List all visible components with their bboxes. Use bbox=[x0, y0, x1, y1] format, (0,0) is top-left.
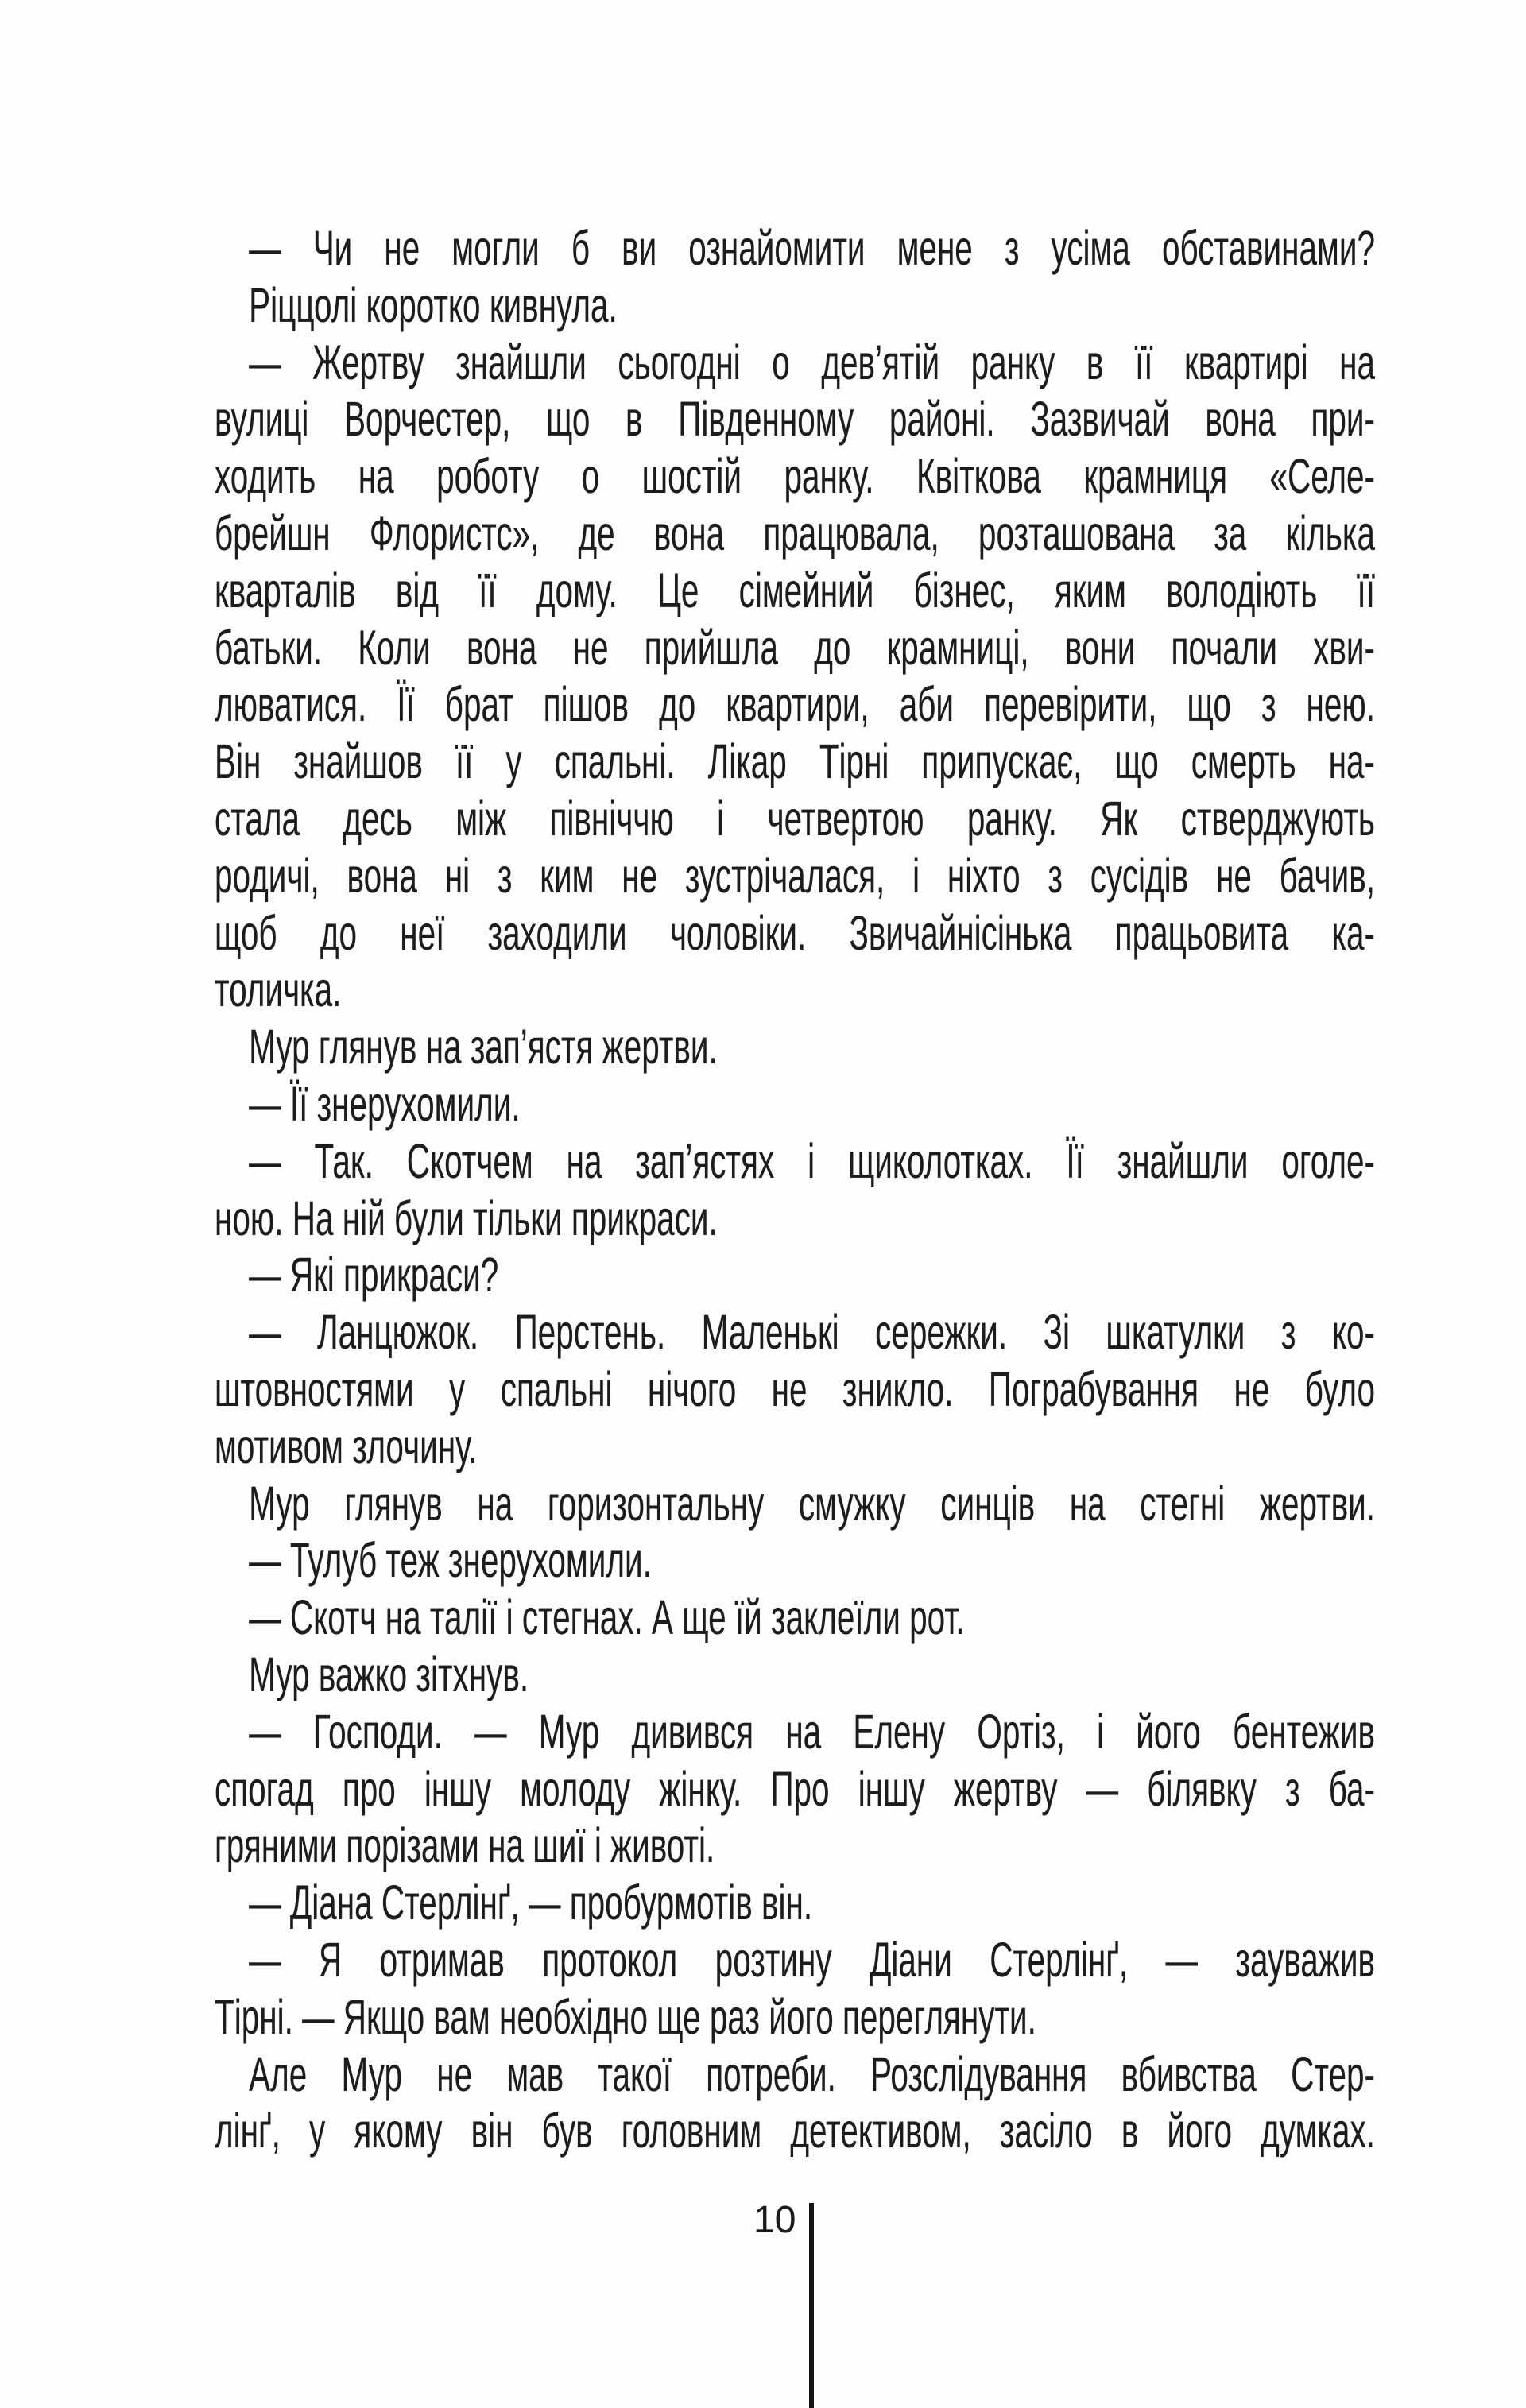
text-line: — Скотч на талії і стегнах. А ще їй заклеїли рот. bbox=[249, 1590, 965, 1645]
text-line: кварталів від її дому. Це сімейний бізнес, яким володіють її bbox=[215, 563, 1376, 617]
text-line: — Господи. — Мур дивився на Елену Ортіз, і його бентежив bbox=[249, 1704, 1376, 1759]
text-line: батьки. Коли вона не прийшла до крамниці, вони почали хви- bbox=[215, 620, 1376, 675]
text-line: — Які прикраси? bbox=[249, 1248, 499, 1303]
text-line: мотивом злочину. bbox=[215, 1419, 478, 1473]
text-line: брейшн Флористс», де вона працювала, розташована за кілька bbox=[215, 505, 1376, 560]
text-line: — Діана Стерлінґ, — пробурмотів він. bbox=[249, 1876, 813, 1930]
text-line: толичка. bbox=[215, 962, 342, 1017]
vertical-divider-line bbox=[809, 2203, 814, 2408]
text-line: — Ланцюжок. Перстень. Маленькі сережки. Зі шкатулки з ко- bbox=[249, 1305, 1376, 1360]
text-line: спогад про іншу молоду жінку. Про іншу жертву — білявку з ба- bbox=[215, 1761, 1376, 1816]
text-block bbox=[215, 220, 1375, 2160]
text-line: Тірні. — Якщо вам необхідно ще раз його переглянути. bbox=[215, 1989, 1036, 2044]
text-line: — Чи не могли б ви ознайомити мене з усіма обставинами? bbox=[249, 221, 1376, 275]
text-line: Ріццолі коротко кивнула. bbox=[249, 277, 618, 332]
text-line: — Жертву знайшли сьогодні о дев’ятій ранку в її квартирі на bbox=[249, 335, 1376, 389]
text-line: — Тулуб теж знерухомили. bbox=[249, 1533, 652, 1588]
text-line: Але Мур не мав такої потреби. Розслідування вбивства Стер- bbox=[249, 2046, 1376, 2101]
text-line: лінґ, у якому він був головним детективом, засіло в його думках. bbox=[215, 2104, 1376, 2158]
text-line: ходить на роботу о шостій ранку. Квіткова крамниця «Селе- bbox=[215, 449, 1376, 504]
page-number: 10 bbox=[753, 2199, 796, 2241]
text-line: гряними порізами на шиї і животі. bbox=[215, 1818, 715, 1873]
text-line: Мур глянув на зап’ястя жертви. bbox=[249, 1020, 718, 1074]
text-line: люватися. Її брат пішов до квартири, аби перевірити, що з нею. bbox=[215, 677, 1376, 732]
text-line: Мур важко зітхнув. bbox=[249, 1647, 529, 1701]
text-line: — Так. Скотчем на зап’ястях і щиколотках. Її знайшли оголе- bbox=[249, 1133, 1376, 1188]
text-line: штовностями у спальні нічого не зникло. Пограбування не було bbox=[215, 1361, 1376, 1416]
text-line: Мур глянув на горизонтальну смужку синців на стегні жертви. bbox=[249, 1476, 1376, 1531]
text-line: стала десь між північчю і четвертою ранку. Як стверджують bbox=[215, 791, 1376, 846]
text-line: вулиці Ворчестер, що в Південному районі. Зазвичай вона при- bbox=[215, 392, 1376, 447]
text-line: родичі, вона ні з ким не зустрічалася, і ніхто з сусідів не бачив, bbox=[215, 848, 1376, 903]
text-line: — Я отримав протокол розтину Діани Стерлінґ, — зауважив bbox=[249, 1932, 1376, 1987]
text-line: — Її знерухомили. bbox=[249, 1076, 521, 1131]
text-line: щоб до неї заходили чоловіки. Звичайнісінька працьовита ка- bbox=[215, 905, 1376, 960]
text-line: Він знайшов її у спальні. Лікар Тірні припускає, що смерть на- bbox=[215, 734, 1376, 789]
text-line: ною. На ній були тільки прикраси. bbox=[215, 1190, 718, 1245]
